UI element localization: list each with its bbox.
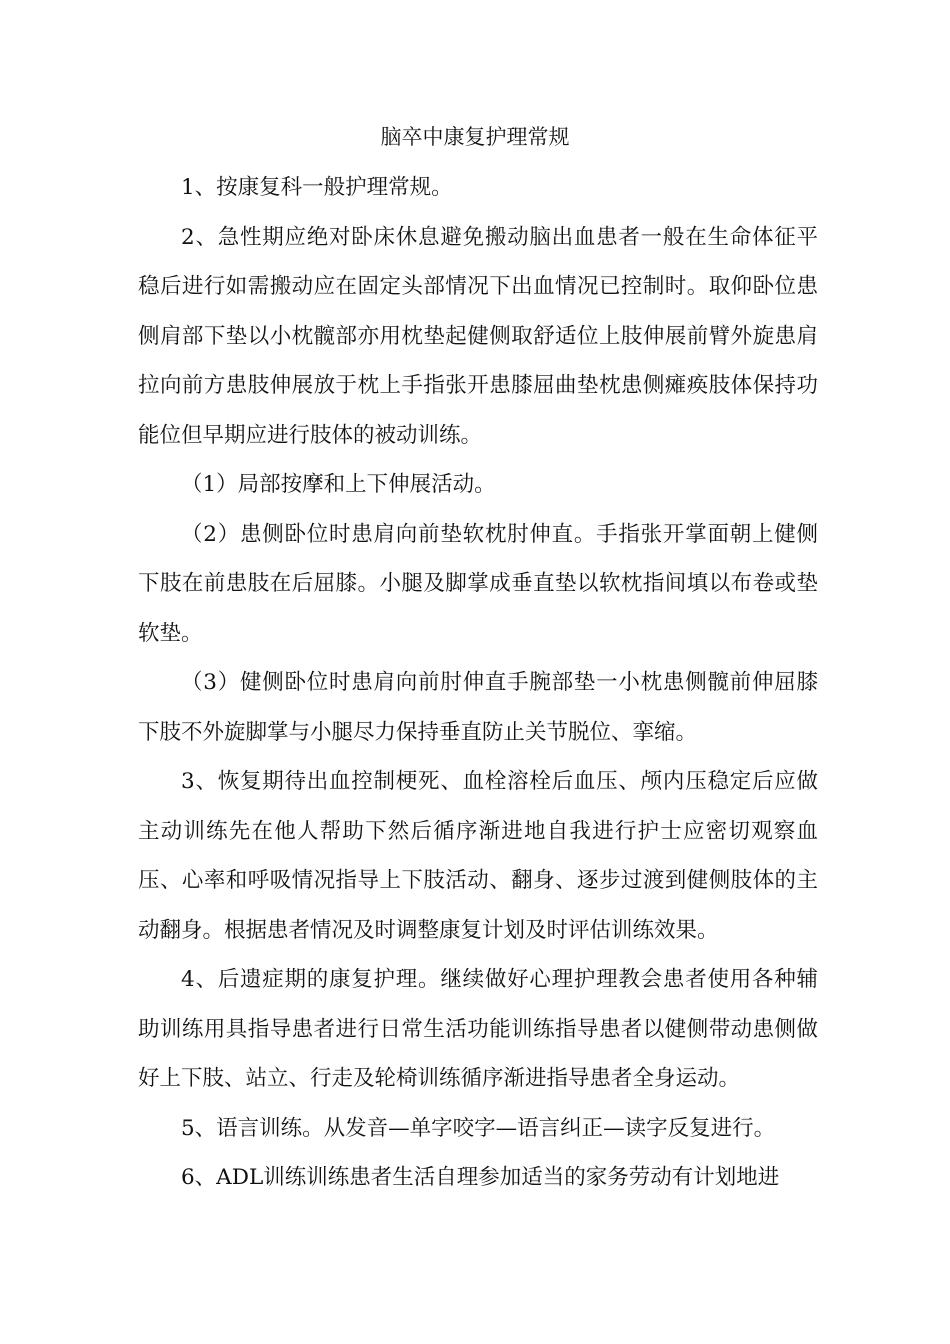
paragraph-2-sub-2: （2）患侧卧位时患肩向前垫软枕肘伸直。手指张开掌面朝上健侧下肢在前患肢在后屈膝。小腿及脚掌成垂直垫以软枕指间填以布卷或垫软垫。 (138, 521, 818, 646)
paragraph-5: 5、语言训练。从发音—单字咬字—语言纠正—读字反复进行。 (181, 1115, 776, 1141)
paragraph-6: 6、ADL训练训练患者生活自理参加适当的家务劳动有计划地进 (181, 1165, 780, 1190)
paragraph-2-sub-3: （3）健侧卧位时患肩向前肘伸直手腕部垫一小枕患侧髋前伸屈膝下肢不外旋脚掌与小腿尽力保持垂直防止关节脱位、挛缩。 (138, 670, 818, 745)
paragraph-2-sub-1: （1）局部按摩和上下伸展活动。 (181, 472, 496, 497)
document-body (138, 163, 818, 1203)
paragraph-4: 4、后遗症期的康复护理。继续做好心理护理教会患者使用各种辅助训练用具指导患者进行日常生活功能训练指导患者以健侧带动患侧做好上下肢、站立、行走及轮椅训练循序渐进指导患者全身运动。 (138, 967, 818, 1091)
paragraph-1: 1、按康复科一般护理常规。 (181, 175, 453, 200)
paragraph-3: 3、恢复期待出血控制梗死、血栓溶栓后血压、颅内压稳定后应做主动训练先在他人帮助下然后循序渐进地自我进行护士应密切观察血压、心率和呼吸情况指导上下肢活动、翻身、逐步过渡到健侧肢体的主动翻身。根据患者情况及时调整康复计划及时评估训练效果。 (138, 769, 818, 943)
document-title: 脑卒中康复护理常规 (380, 125, 570, 149)
paragraph-2: 2、急性期应绝对卧床休息避免搬动脑出血患者一般在生命体征平稳后进行如需搬动应在固定头部情况下出血情况已控制时。取仰卧位患侧肩部下垫以小枕髋部亦用枕垫起健侧取舒适位上肢伸展前臂外旋患肩拉向前方患肢伸展放于枕上手指张开患膝屈曲垫枕患侧瘫痪肢体保持功能位但早期应进行肢体的被动训练。 (138, 224, 818, 448)
